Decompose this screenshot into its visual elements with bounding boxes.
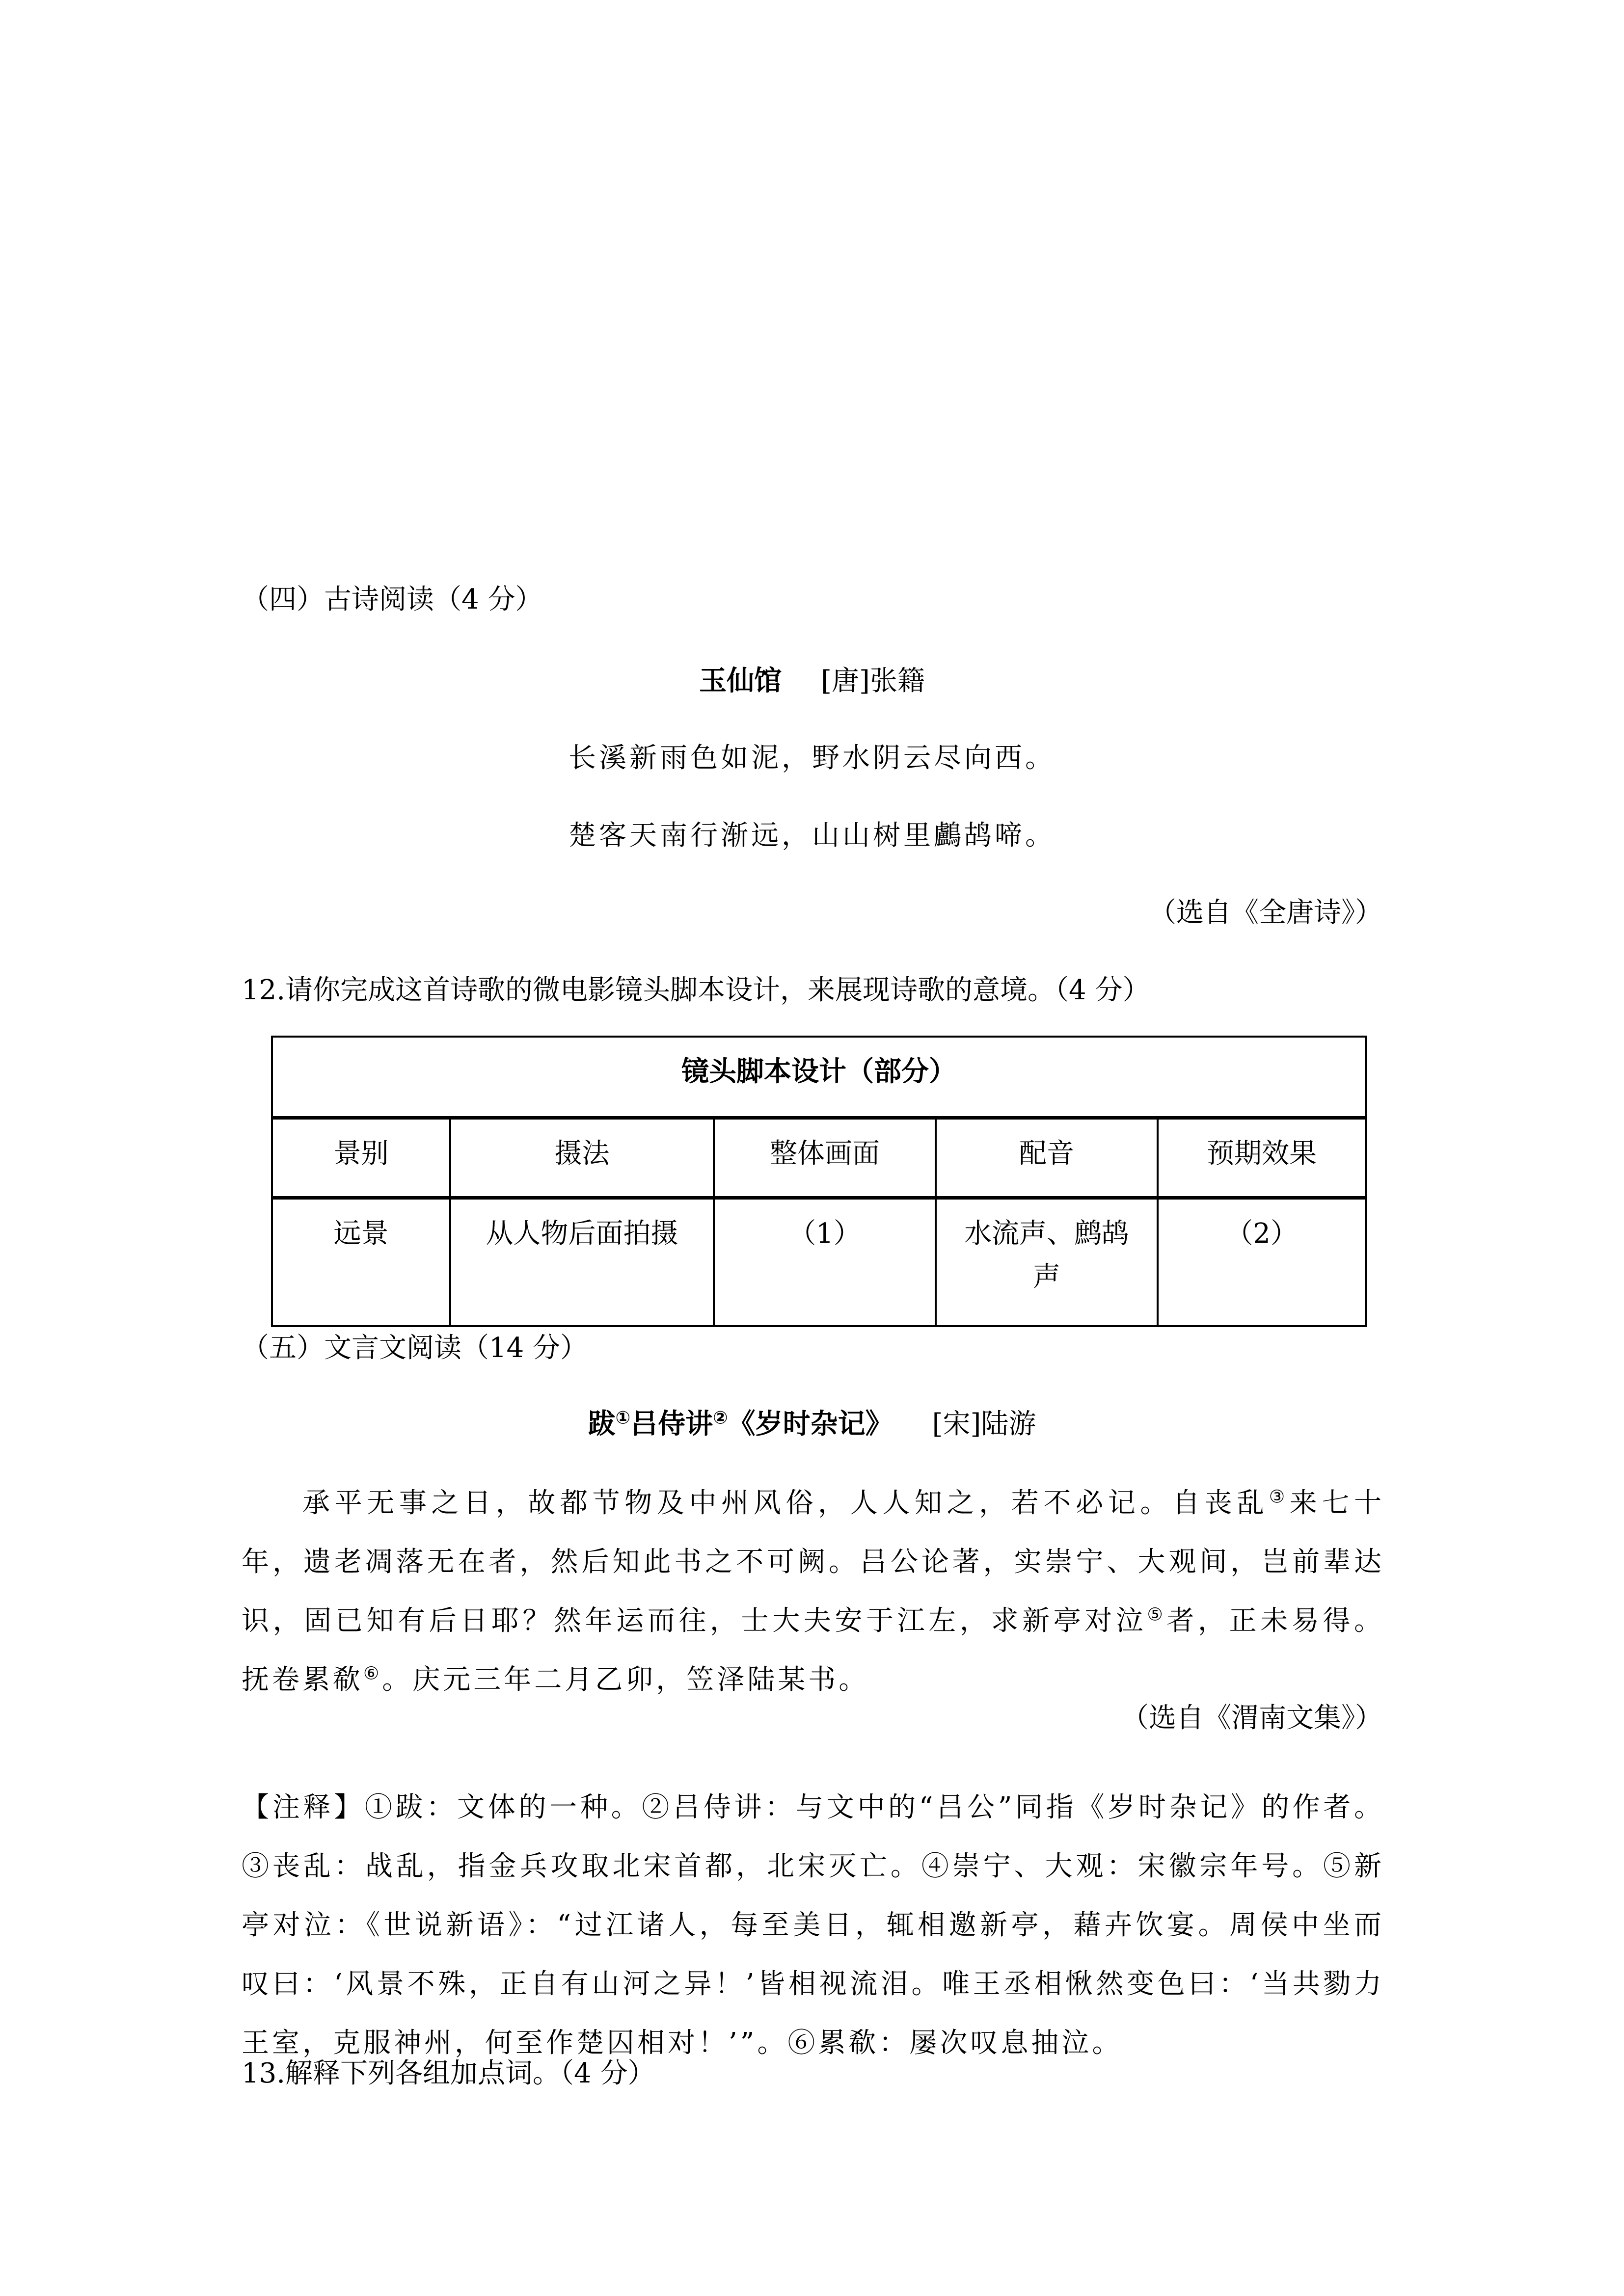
body-text: 。庆元三年二月乙卯，笠泽陆某书。	[382, 1664, 869, 1696]
header-audio: 配音	[936, 1118, 1158, 1198]
poem-source: （选自《全唐诗》）	[1149, 897, 1382, 929]
article-title-line	[0, 1407, 1624, 1442]
section-5-heading: （五）文言文阅读（14 分）	[242, 1332, 588, 1364]
cell-shot-size: 远景	[272, 1198, 450, 1327]
question-13: 13.解释下列各组加点词。（4 分）	[242, 2057, 655, 2089]
header-shot-size: 景别	[272, 1118, 450, 1198]
poem-line-2: 楚客天南行渐远，山山树里鸕鸪啼。	[568, 820, 1056, 852]
section-4-heading: （四）古诗阅读（4 分）	[242, 584, 543, 615]
footnote-marker: ⑤	[1147, 1604, 1167, 1625]
article-title-part: 《岁时杂记》	[728, 1408, 893, 1440]
footnote-marker: ③	[1269, 1487, 1290, 1507]
header-overall-frame: 整体画面	[714, 1118, 936, 1198]
table-row	[272, 1198, 1366, 1327]
header-camera-method: 摄法	[450, 1118, 714, 1198]
table-title: 镜头脚本设计（部分）	[272, 1037, 1366, 1118]
article-title-part: 跋	[588, 1408, 616, 1440]
poem-line-1: 长溪新雨色如泥，野水阴云尽向西。	[568, 742, 1056, 774]
shot-script-table	[271, 1036, 1367, 1327]
article-title-part: 吕侍讲	[630, 1408, 713, 1440]
poem-title-line	[0, 664, 1624, 698]
body-text: 者，正未易得。抚卷累欷	[242, 1605, 1385, 1696]
cell-overall-frame-blank[interactable]: （1）	[714, 1198, 936, 1327]
footnote-marker: ②	[713, 1408, 728, 1428]
article-title	[588, 1408, 893, 1440]
poem-title: 玉仙馆	[699, 665, 782, 697]
body-text: 来七十年，遗老凋落无在者，然后知此书之不可阙。吕公论著，实崇宁、大观间，岂前辈达识，固已知有后日耶？然年运而往，士大夫安于江左，求新亭对泣	[242, 1487, 1385, 1637]
body-text: 承平无事之日，故都节物及中州风俗，人人知之，若不必记。自丧乱	[302, 1487, 1269, 1519]
question-12: 12.请你完成这首诗歌的微电影镜头脚本设计，来展现诗歌的意境。（4 分）	[242, 974, 1150, 1006]
cell-audio: 水流声、鹧鸪声	[936, 1198, 1158, 1327]
footnote-marker: ⑥	[363, 1663, 382, 1684]
footnote-marker: ①	[615, 1408, 631, 1428]
article-author: [宋]陆游	[932, 1408, 1036, 1440]
poem-author: [唐]张籍	[821, 665, 925, 697]
cell-camera-method: 从人物后面拍摄	[450, 1198, 714, 1327]
annotations: 【注释】①跋：文体的一种。②吕侍讲：与文中的“吕公”同指《岁时杂记》的作者。③丧乱：战乱，指金兵攻取北宋首都，北宋灭亡。④崇宁、大观：宋徽宗年号。⑤新亭对泣：《世说新语》：“过江诸人，每至美日，辄相邀新亭，藉卉饮宴。周侯中坐而叹曰：‘风景不殊，正自有山河之异！’皆相视流泪。唯王丞相愀然变色曰：‘当共勠力王室，克服神州，何至作楚囚相对！’”。⑥累欷：屡次叹息抽泣。	[242, 1791, 1384, 2059]
table-header-row	[272, 1118, 1366, 1198]
article-source: （选自《渭南文集》）	[1121, 1702, 1382, 1734]
header-expected-effect: 预期效果	[1158, 1118, 1366, 1198]
article-body	[242, 1474, 1384, 1709]
cell-expected-effect-blank[interactable]: （2）	[1158, 1198, 1366, 1327]
